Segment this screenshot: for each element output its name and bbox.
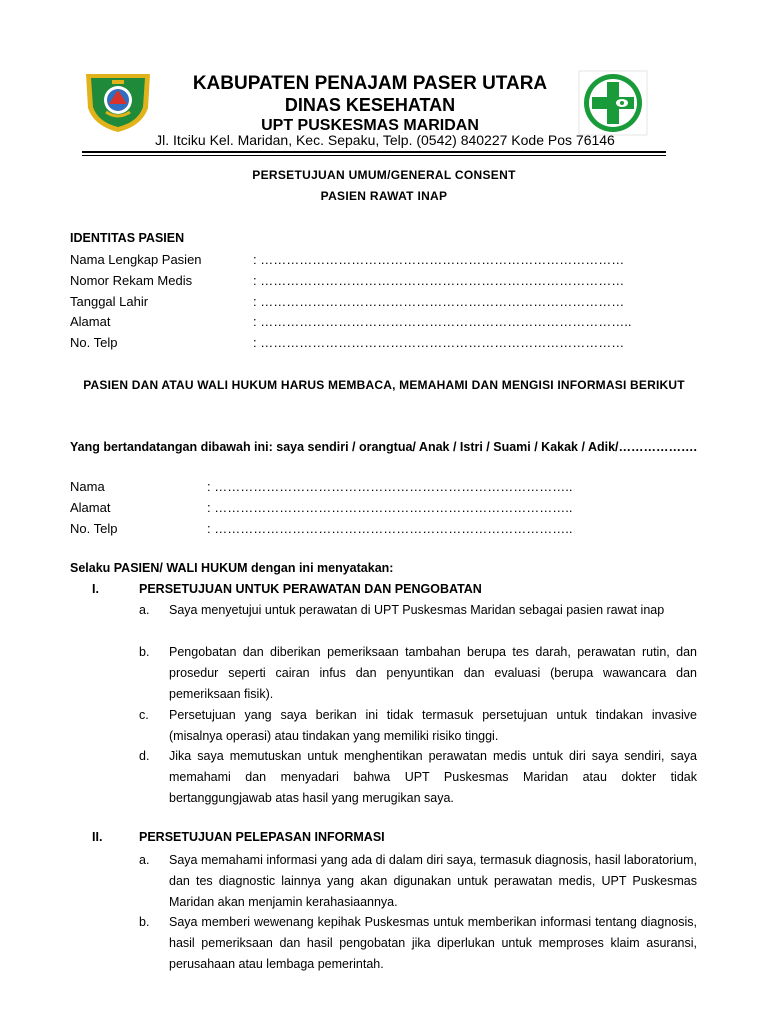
signer-field-label: No. Telp	[70, 521, 118, 536]
patient-field-value: : …………………………………………………………………………..	[253, 314, 632, 329]
document-title: PERSETUJUAN UMUM/GENERAL CONSENT	[252, 168, 516, 182]
patient-field-label: Tanggal Lahir	[70, 294, 149, 309]
header-regency: KABUPATEN PENAJAM PASER UTARA	[192, 73, 548, 94]
signer-field-value: : ………………………………………………………………………..	[207, 521, 573, 536]
document-subtitle: PASIEN RAWAT INAP	[320, 189, 448, 203]
item-text: Saya memahami informasi yang ada di dalam diri saya, termasuk diagnosis, hasil laboratorium, dan tes diagnostic lainnya yang akan digunakan untuk perawatan medis, UPT Puskesmas Maridan akan menjamin kerahasiaannya.	[169, 853, 697, 909]
patient-field-label: Nomor Rekam Medis	[70, 273, 193, 288]
header-address: Jl. Itciku Kel. Maridan, Kec. Sepaku, Telp. (0542) 840227 Kode Pos 76146	[155, 132, 615, 148]
item-marker: c.	[139, 708, 149, 722]
header-department: DINAS KESEHATAN	[284, 95, 456, 115]
patient-field-label: No. Telp	[70, 335, 118, 350]
signer-field-label: Alamat	[70, 500, 111, 515]
regency-emblem-icon	[82, 68, 154, 134]
header-divider	[82, 151, 666, 153]
item-marker: d.	[139, 749, 150, 763]
section-heading: PERSETUJUAN UNTUK PERAWATAN DAN PENGOBATAN	[139, 582, 482, 596]
signer-field-label: Nama	[70, 479, 105, 494]
patient-field-value: : …………………………………………………………………………	[253, 294, 625, 309]
patient-field-label: Nama Lengkap Pasien	[70, 252, 202, 267]
item-text: Saya menyetujui untuk perawatan di UPT Puskesmas Maridan sebagai pasien rawat inap	[169, 603, 665, 617]
section-numeral: II.	[92, 830, 103, 844]
item-text: Jika saya memutuskan untuk menghentikan perawatan medis untuk diri saya sendiri, saya memahami dan menyadari bahwa UPT Puskesmas Maridan atau dokter tidak bertanggungjawab atas hasil yang merugikan saya.	[169, 749, 697, 805]
section-numeral: I.	[92, 582, 99, 596]
patient-identity-heading: IDENTITAS PASIEN	[70, 231, 185, 245]
consent-item	[139, 912, 699, 975]
item-marker: b.	[139, 915, 150, 929]
item-marker: a.	[139, 853, 150, 867]
item-marker: b.	[139, 645, 150, 659]
item-marker: a.	[139, 603, 150, 617]
item-text: Saya memberi wewenang kepihak Puskesmas untuk memberikan informasi tentang diagnosis, hasil pemeriksaan dan hasil pengobatan jika diperlukan untuk memproses klaim asuransi, perusahaan atau lembaga pemerintah.	[169, 915, 697, 971]
statement-intro: Selaku PASIEN/ WALI HUKUM dengan ini menyatakan:	[70, 561, 394, 575]
puskesmas-cross-icon	[578, 70, 648, 136]
item-text: Pengobatan dan diberikan pemeriksaan tambahan berupa tes darah, perawatan rutin, dan prosedur seperti cairan infus dan penyuntikan dan evaluasi (berupa wawancara dan pemeriksaan fisik).	[169, 645, 697, 701]
patient-field-label: Alamat	[70, 314, 111, 329]
consent-item	[139, 642, 699, 705]
patient-field-value: : …………………………………………………………………………	[253, 252, 625, 267]
reading-notice: PASIEN DAN ATAU WALI HUKUM HARUS MEMBACA, MEMAHAMI DAN MENGISI INFORMASI BERIKUT	[83, 378, 685, 392]
signer-relationship: Yang bertandatangan dibawah ini: saya sendiri / orangtua/ Anak / Istri / Suami / Kakak / Adik/……………….	[70, 440, 697, 454]
consent-item	[139, 705, 699, 747]
item-text: Persetujuan yang saya berikan ini tidak termasuk persetujuan untuk tindakan invasive (misalnya operasi) atau tindakan yang memiliki risiko tinggi.	[169, 708, 697, 743]
consent-item	[139, 600, 699, 642]
patient-field-value: : …………………………………………………………………………	[253, 335, 625, 350]
consent-item	[139, 850, 699, 913]
header-divider-thin	[82, 155, 666, 156]
signer-field-value: : ………………………………………………………………………..	[207, 479, 573, 494]
consent-item	[139, 746, 699, 809]
header-puskesmas: UPT PUSKESMAS MARIDAN	[261, 117, 479, 134]
signer-field-value: : ………………………………………………………………………..	[207, 500, 573, 515]
section-heading: PERSETUJUAN PELEPASAN INFORMASI	[139, 830, 385, 844]
patient-field-value: : …………………………………………………………………………	[253, 273, 625, 288]
